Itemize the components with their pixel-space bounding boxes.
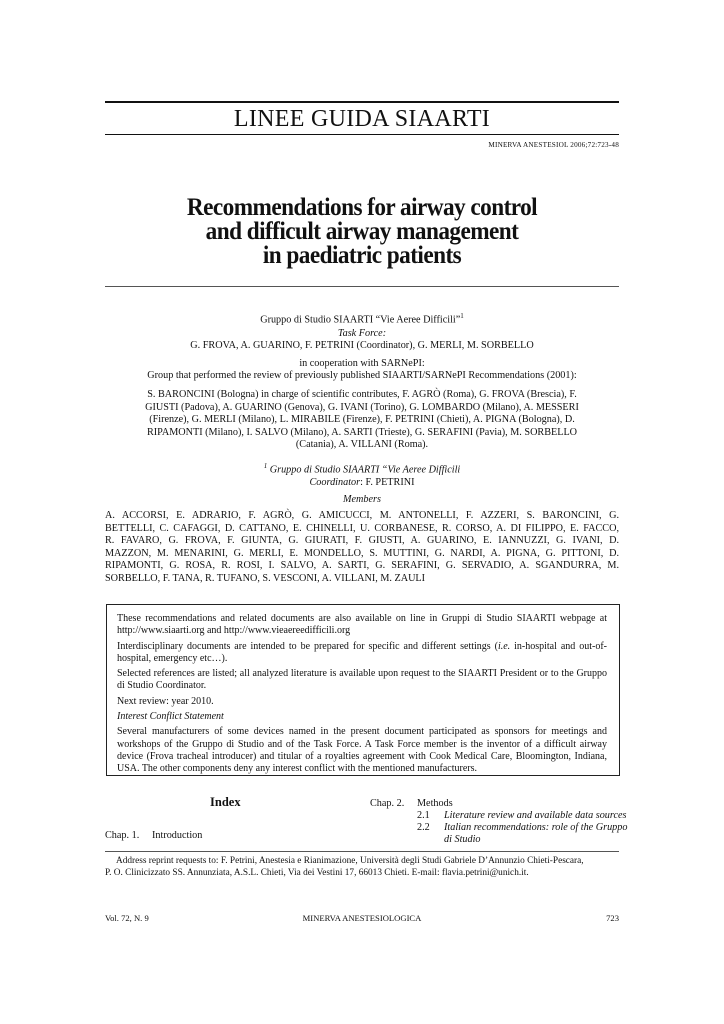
index-sub2-num: 2.2: [417, 822, 430, 833]
task-force-label: Task Force:: [337, 328, 387, 339]
reprint-address: [105, 856, 619, 879]
index-sub1-num: 2.1: [417, 810, 430, 821]
review-group-line: (Firenze), G. MERLI (Milano), L. MIRABILE (Firenze), F. PETRINI (Chieti), A. PIGNA (Bologna), D.: [149, 414, 575, 426]
article-title-line: Recommendations for airway control: [186, 194, 538, 221]
index-chap2-label: Chap. 2.: [370, 798, 405, 809]
notice-conflict-statement: Several manufacturers of some devices named in the present document participated as sponsors for meetings and workshops of the Gruppo di Studio and of the Task Force. A Task Force member is the inventor of a difficult airway device (Frova tracheal introducer) and titular of a royalties agreement with Cook Medical Care, Bloomington, Indiana, USA. The other components deny any interest conflict with the mentioned manufacturers.: [117, 726, 607, 775]
review-group-list: [105, 389, 619, 452]
coordinator-label: Coordinator: [309, 477, 361, 488]
coordinator-name: : F. PETRINI: [360, 477, 415, 488]
notice-online: These recommendations and related documents are also available on line in Gruppi di Studio SIAARTI webpage at http://www.siaarti.org and http://www.vieaereedifficili.org: [117, 613, 607, 637]
members-line: SORBELLO, F. TANA, R. TUFANO, S. VESCONI, A. VILLANI, M. ZAULI: [105, 572, 426, 584]
article-title-line: in paediatric patients: [262, 242, 462, 269]
members-line: MAZZON, M. MENARINI, G. MERLI, E. MONDELLO, S. MUTTINI, G. NARDI, A. PIGNA, G. PITTONI, D.: [105, 547, 619, 559]
notice-ie: i.e.: [497, 640, 511, 652]
notice-interdisciplinary-text-end: in-hospital and out-of-hospital, emergency etc…).: [117, 640, 607, 664]
index-chap1-title: Introduction: [152, 830, 203, 841]
address-rule: [105, 851, 619, 852]
members-line: RIPAMONTI, G. ROSA, R. ROSI, I. SALVO, A. SARTI, G. SERAFINI, G. SERVADIO, A. SGANDURRA, M.: [105, 560, 619, 572]
notice-conflict-heading: Interest Conflict Statement: [117, 711, 224, 723]
section-header-title: LINEE GUIDA SIAARTI: [233, 106, 491, 132]
notice-interdisciplinary: [117, 641, 607, 666]
members-list: [105, 510, 619, 586]
footnote-group: [105, 460, 619, 477]
footnote-mark: 1: [263, 462, 268, 470]
cooperation-label: in cooperation with SARNePI:: [299, 358, 425, 369]
title-rule: [105, 286, 619, 287]
reprint-address-line: P. O. Clinicizzato SS. Annunziata, A.S.L. Chieti, Via dei Vestini 17, 66013 Chieti. E-mail: flavia.petrini@unich.it.: [105, 867, 529, 878]
journal-citation: MINERVA ANESTESIOL 2006;72:723-48: [488, 141, 619, 149]
footer-volume: Vol. 72, N. 9: [105, 913, 149, 923]
members-label: Members: [343, 494, 381, 505]
index-sub2-title-line: di Studio: [444, 834, 481, 845]
review-group-line: RIPAMONTI (Milano), I. SALVO (Milano), A. SARTI (Trieste), G. SERAFINI (Pavia), M. SORBELLO: [146, 426, 578, 438]
members-line: R. FAVARO, G. FROVA, F. GIUNTA, G. GIURATI, F. GIUSTI, A. GUARINO, E. IANNUZZI, G. IVANI, D.: [105, 535, 619, 547]
article-title-line: and difficult airway management: [205, 218, 519, 245]
study-group-footnote-mark: 1: [460, 312, 464, 320]
members-line: BETTELLI, C. CAFAGGI, D. CATTANO, E. CHINELLI, U. CORBANESE, R. CORSO, A. DI FILIPPO, E. FACCO,: [105, 522, 619, 534]
cooperation-group: Group that performed the review of previously published SIAARTI/SARNePI Recommendations (2001):: [147, 370, 577, 381]
study-group: [105, 310, 619, 327]
header-top-rule: [105, 101, 619, 103]
footer-journal: MINERVA ANESTESIOLOGICA: [302, 913, 422, 923]
notice-next-review: Next review: year 2010.: [117, 695, 214, 707]
review-group-line: (Catania), A. VILLANI (Roma).: [295, 439, 429, 451]
index-sub2-title-line: Italian recommendations: role of the Gruppo: [444, 822, 628, 833]
notice-references: Selected references are listed; all analyzed literature is available upon request to the SIAARTI President or to the Gruppo di Studio Coordinator.: [117, 668, 607, 692]
index-sub1-title: Literature review and available data sources: [444, 810, 627, 821]
index-chap2-title: Methods: [417, 798, 453, 809]
footer-page-number: 723: [606, 913, 619, 923]
header-bottom-rule: [105, 134, 619, 135]
coordinator: [105, 477, 619, 490]
members-line: A. ACCORSI, E. ADRARIO, F. AGRÒ, G. AMICUCCI, M. ANTONELLI, F. AZZERI, S. BARONCINI, G.: [105, 510, 619, 521]
review-group-line: S. BARONCINI (Bologna) in charge of scientific contributes, F. AGRÒ (Roma), G. FROVA (Brescia), F.: [147, 389, 577, 400]
notice-interdisciplinary-text: Interdisciplinary documents are intended to be prepared for specific and different settings (: [117, 640, 498, 652]
footnote-group-name: Gruppo di Studio SIAARTI “Vie Aeree Difficili: [269, 464, 461, 476]
reprint-address-line: Address reprint requests to: F. Petrini, Anestesia e Rianimazione, Università degli Studi Gabriele D’Annunzio Chieti-Pescara,: [116, 856, 584, 866]
notice-box: [106, 604, 620, 776]
review-group-line: GIUSTI (Padova), A. GUARINO (Genova), G. IVANI (Torino), G. LOMBARDO (Milano), A. MESSERI: [145, 401, 579, 413]
article-title: [123, 196, 601, 268]
index-heading: Index: [210, 795, 241, 809]
index-chap1-label: Chap. 1.: [105, 830, 140, 841]
study-group-name: Gruppo di Studio SIAARTI “Vie Aeree Difficili”: [260, 314, 461, 326]
task-force-members: G. FROVA, A. GUARINO, F. PETRINI (Coordinator), G. MERLI, M. SORBELLO: [190, 340, 534, 351]
